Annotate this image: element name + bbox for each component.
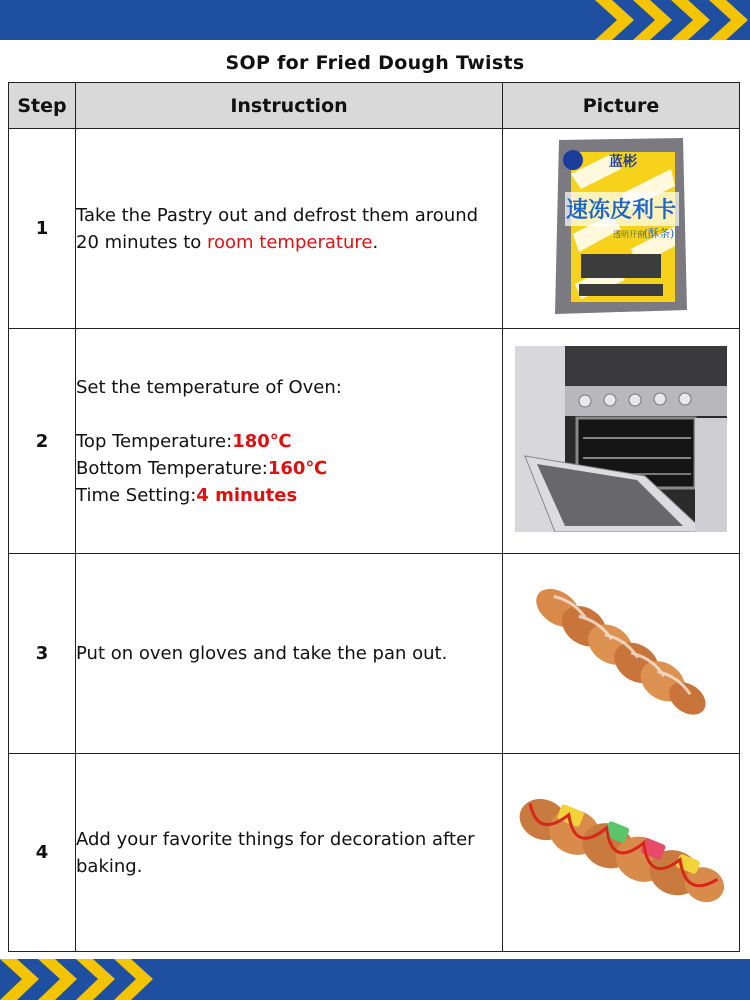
bottom-temperature-value: 160℃ bbox=[267, 457, 328, 479]
step-number: 2 bbox=[9, 329, 76, 554]
bottom-temperature-line bbox=[76, 455, 502, 482]
instruction-part: . bbox=[372, 231, 379, 253]
decorated-twist-image bbox=[509, 771, 734, 931]
top-banner bbox=[0, 0, 750, 40]
decorated-twist-picture bbox=[503, 754, 740, 952]
package-sub: (酥条) bbox=[643, 227, 675, 240]
instruction-text bbox=[76, 329, 503, 554]
chevron-stripe-icon bbox=[0, 959, 750, 1000]
instruction-text: Add your favorite things for decoration after baking. bbox=[76, 754, 503, 952]
instruction-text bbox=[76, 129, 503, 329]
header-instruction: Instruction bbox=[76, 83, 503, 129]
time-setting-value: 4 minutes bbox=[196, 484, 298, 506]
oven-image bbox=[515, 346, 727, 532]
table-row bbox=[9, 754, 740, 952]
dough-twist-image bbox=[514, 567, 729, 737]
sop-table bbox=[8, 82, 740, 952]
instruction-part: Take the Pastry out and defrost them around 20 minutes to bbox=[76, 204, 479, 253]
pastry-package-image bbox=[551, 134, 691, 319]
bottom-banner bbox=[0, 959, 750, 1000]
dough-twist-picture bbox=[503, 554, 740, 754]
spacer bbox=[76, 401, 502, 428]
package-note: 透明开窗 bbox=[613, 230, 645, 239]
table-header-row bbox=[9, 83, 740, 129]
highlight-text: room temperature bbox=[207, 231, 373, 253]
pastry-package-picture bbox=[503, 129, 740, 329]
step-number: 3 bbox=[9, 554, 76, 754]
bottom-temperature-label: Bottom Temperature: bbox=[76, 457, 268, 479]
page-title: SOP for Fried Dough Twists bbox=[225, 52, 525, 74]
package-brand: 蓝彬 bbox=[609, 154, 637, 170]
top-temperature-value: 180℃ bbox=[232, 430, 292, 452]
table-row bbox=[9, 329, 740, 554]
brand-logo-icon bbox=[563, 150, 583, 170]
oven-intro: Set the temperature of Oven: bbox=[76, 376, 342, 398]
package-name: 速冻皮利卡 bbox=[565, 198, 677, 223]
top-temperature-label: Top Temperature: bbox=[76, 430, 233, 452]
time-setting-line bbox=[76, 482, 502, 509]
table-row bbox=[9, 129, 740, 329]
header-picture: Picture bbox=[503, 83, 740, 129]
step-number: 1 bbox=[9, 129, 76, 329]
oven-picture bbox=[503, 329, 740, 554]
top-temperature-line bbox=[76, 428, 502, 455]
time-setting-label: Time Setting: bbox=[76, 484, 197, 506]
step-number: 4 bbox=[9, 754, 76, 952]
instruction-text: Put on oven gloves and take the pan out. bbox=[76, 554, 503, 754]
chevron-stripe-icon bbox=[0, 0, 750, 40]
table-row bbox=[9, 554, 740, 754]
header-step: Step bbox=[9, 83, 76, 129]
